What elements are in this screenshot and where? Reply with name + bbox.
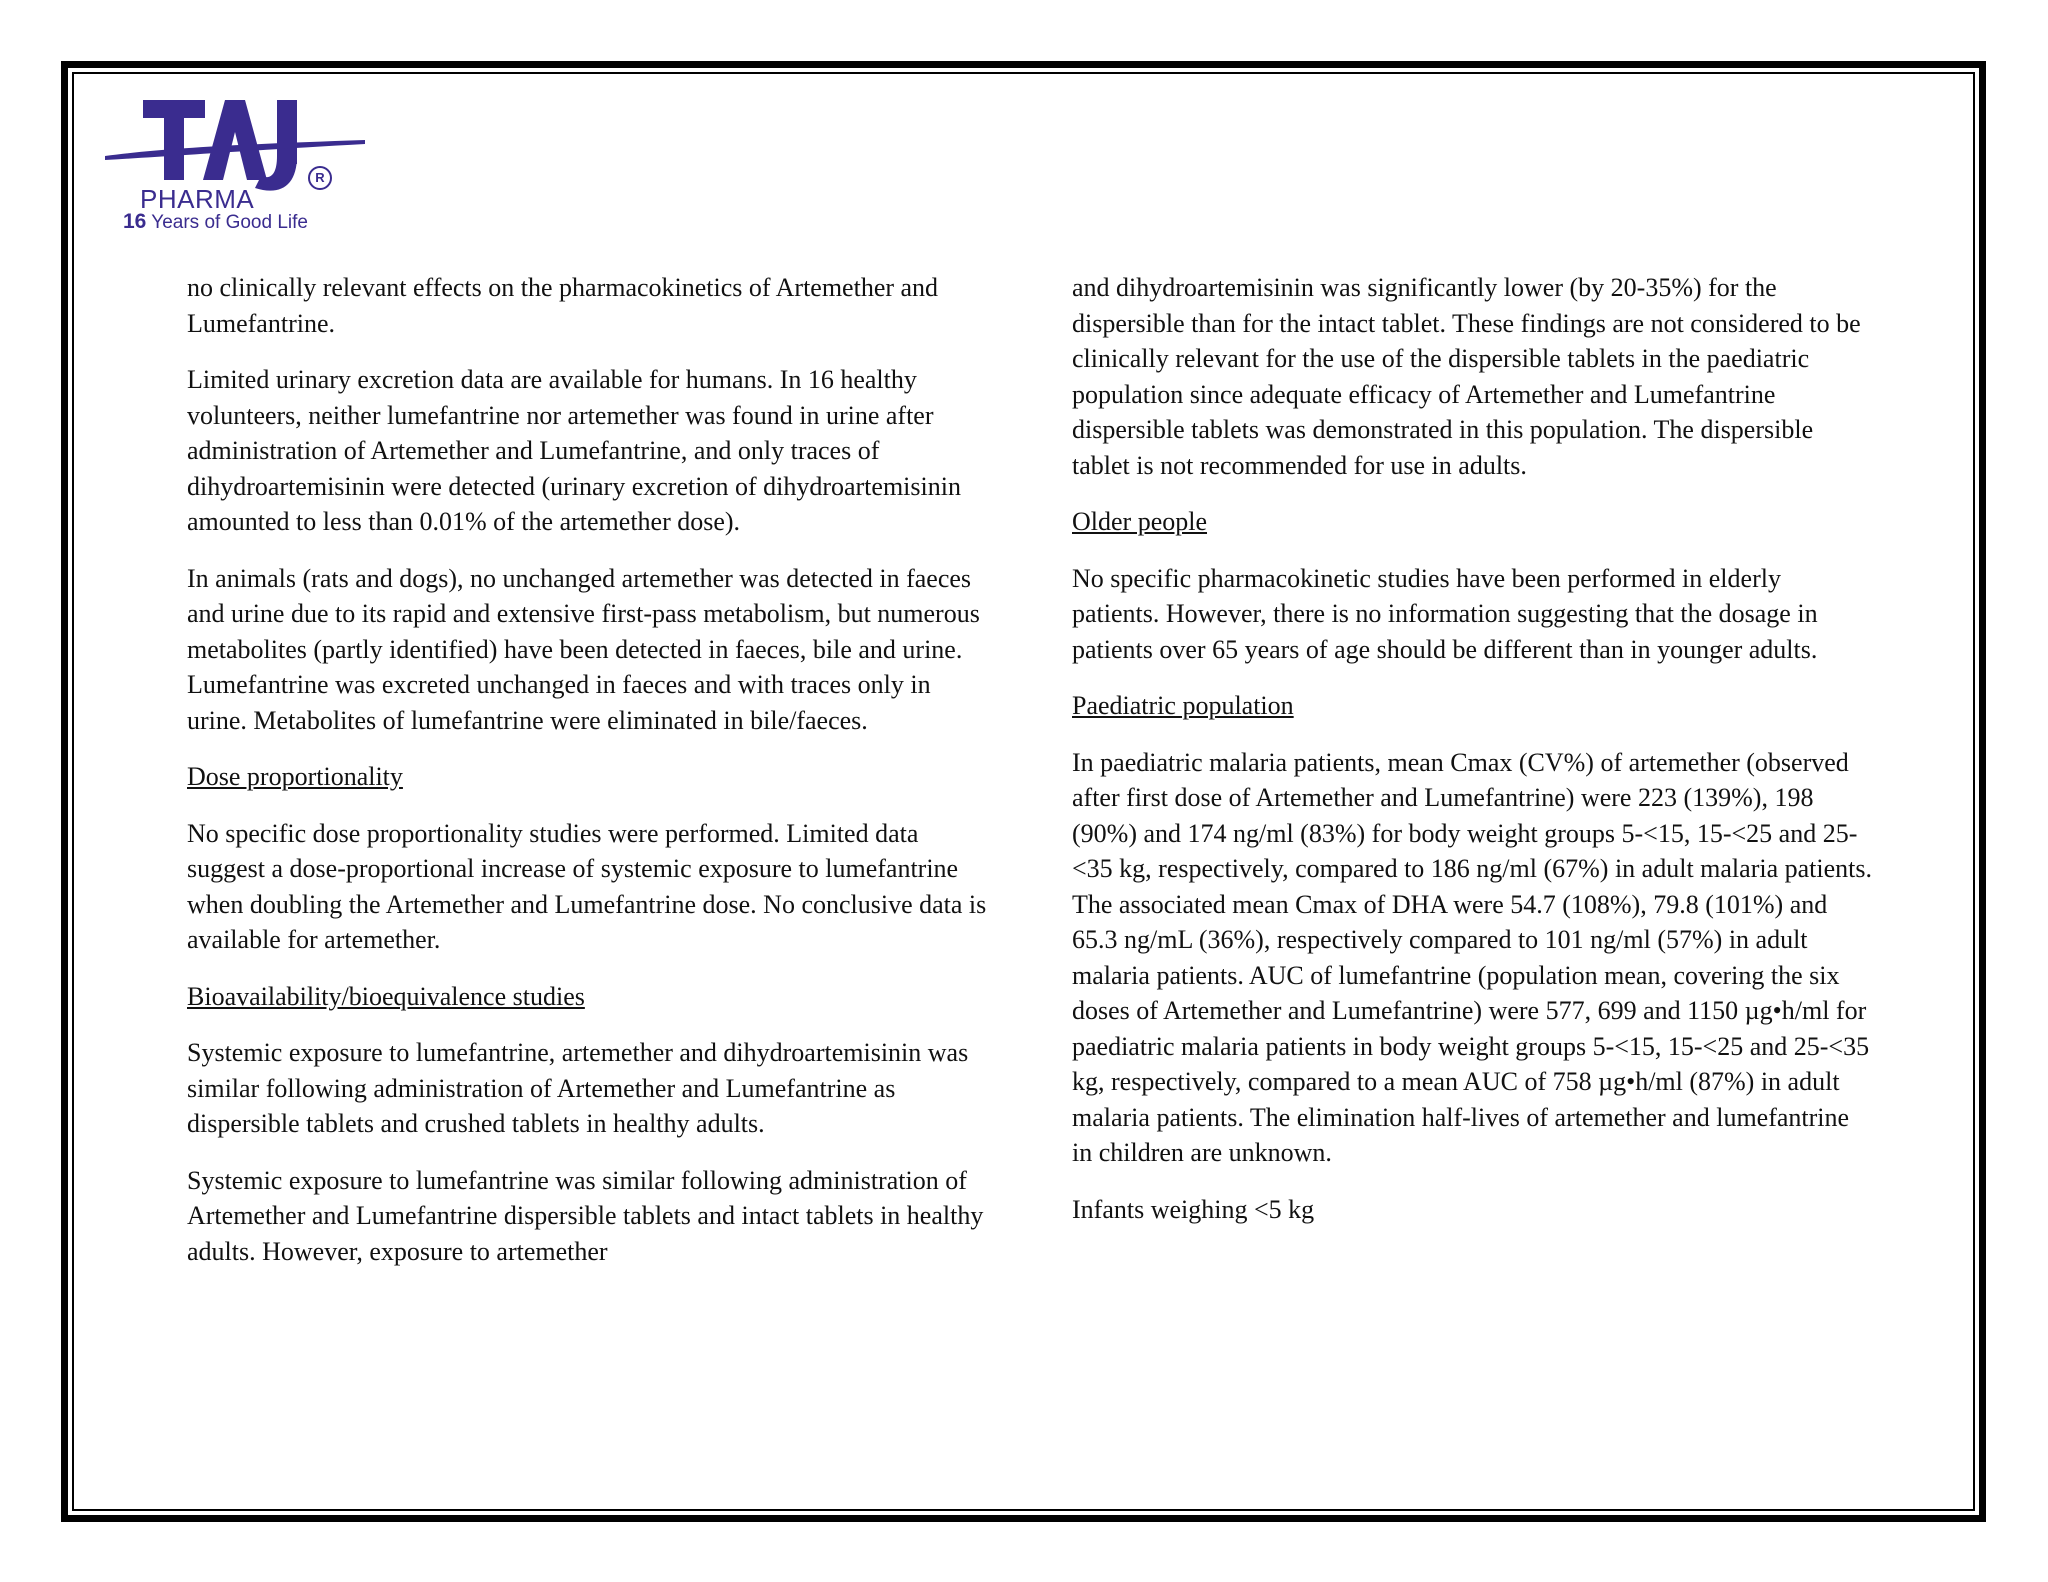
paragraph: In paediatric malaria patients, mean Cmax (CV%) of artemether (observed after first dose of Artemether and Lumefantrine) were 223 (139%), 198 (90%) and 174 ng/ml (83%) for body weight groups 5-<15, 15-<25 and 25-<35 kg, respectively, compared to 186 ng/ml (67%) in adult malaria patients. The associated mean Cmax of DHA were 54.7 (108%), 79.8 (101%) and 65.3 ng/mL (36%), respectively compared to 101 ng/ml (57%) in adult malaria patients. AUC of lumefantrine (population mean, covering the six doses of Artemether and Lumefantrine) were 577, 699 and 1150 µg•h/ml for paediatric malaria patients in body weight groups 5-<15, 15-<25 and 25-<35 kg, respectively, compared to a mean AUC of 758 µg•h/ml (87%) in adult malaria patients. The elimination half-lives of artemether and lumefantrine in children are unknown.	[1072, 747, 1872, 1167]
paragraph: Systemic exposure to lumefantrine, artemether and dihydroartemisinin was similar following administration of Artemether and Lumefantrine as dispersible tablets and crushed tablets in healthy adults.	[187, 1038, 969, 1138]
left-column	[187, 270, 987, 1290]
tagline-number: 16	[123, 210, 147, 233]
paragraph: No specific dose proportionality studies were performed. Limited data suggest a dose-proportional increase of systemic exposure to lumefantrine when doubling the Artemether and Lumefantrine dose. No conclusive data is available for artemether.	[187, 818, 987, 954]
paragraph: Systemic exposure to lumefantrine was similar following administration of Artemether and Lumefantrine dispersible tablets and intact tablets in healthy adults. However, exposure to artemether	[187, 1165, 984, 1266]
logo-pharma-text: PHARMA	[140, 184, 255, 214]
logo-tagline	[123, 210, 308, 234]
paragraph: Infants weighing <5 kg	[1072, 1194, 1315, 1224]
paragraph: and dihydroartemisinin was significantly lower (by 20-35%) for the dispersible than for the intact tablet. These findings are not considered to be clinically relevant for the use of the dispersible tablets in the paediatric population since adequate efficacy of Artemether and Lumefantrine dispersible tablets was demonstrated in this population. The dispersible tablet is not recommended for use in adults.	[1072, 273, 1861, 480]
paragraph: No specific pharmacokinetic studies have been performed in elderly patients. However, there is no information suggesting that the dosage in patients over 65 years of age should be different than in younger adults.	[1072, 563, 1818, 664]
section-heading: Bioavailability/bioequivalence studies	[187, 981, 585, 1011]
right-column	[1072, 270, 1872, 1248]
section-heading: Older people	[1072, 507, 1208, 536]
paragraph: In animals (rats and dogs), no unchanged artemether was detected in faeces and urine due to its rapid and extensive first-pass metabolism, but numerous metabolites (partly identified) have been detected in faeces, bile and urine. Lumefantrine was excreted unchanged in faeces and with traces only in urine. Metabolites of lumefantrine were eliminated in bile/faeces.	[187, 563, 980, 735]
paragraph: Limited urinary excretion data are available for humans. In 16 healthy volunteers, neither lumefantrine nor artemether was found in urine after administration of Artemether and Lumefantrine, and only traces of dihydroartemisinin were detected (urinary excretion of dihydroartemisinin amounted to less than 0.01% of the artemether dose).	[187, 365, 961, 536]
section-heading: Paediatric population	[1072, 691, 1294, 720]
section-heading: Dose proportionality	[187, 762, 403, 791]
paragraph: no clinically relevant effects on the pharmacokinetics of Artemether and Lumefantrine.	[187, 273, 939, 338]
tagline-text: Years of Good Life	[151, 212, 308, 233]
registered-mark: R	[308, 166, 332, 190]
taj-pharma-logo	[105, 96, 365, 236]
